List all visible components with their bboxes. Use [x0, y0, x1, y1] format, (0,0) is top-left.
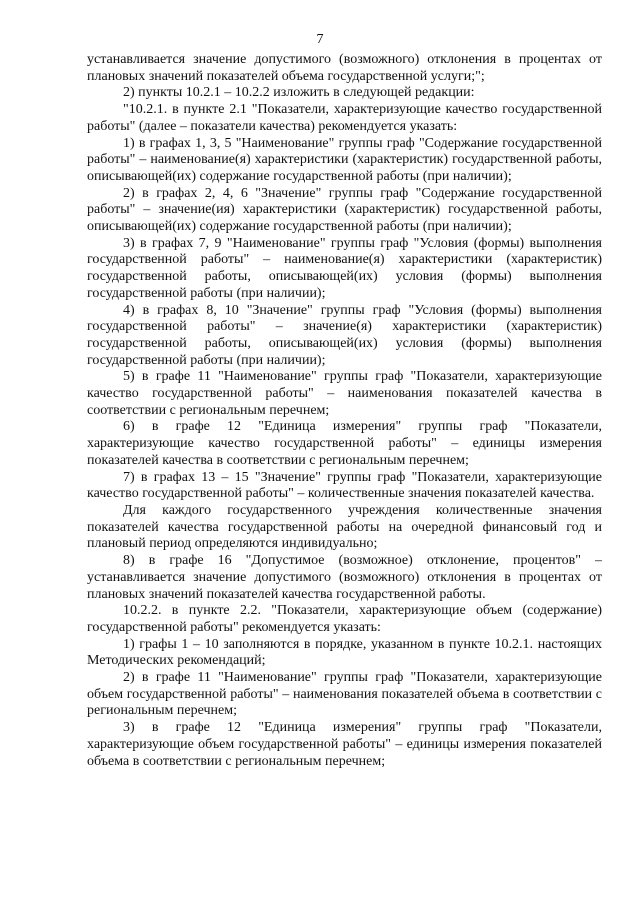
- paragraph: 10.2.2. в пункте 2.2. "Показатели, характеризующие объем (содержание) государственной работы" рекомендуется указать:: [87, 603, 602, 635]
- paragraph: 4) в графах 8, 10 "Значение" группы граф "Условия (формы) выполнения государственной работы" – значение(я) характеристики (характеристик) государственной работы, описывающей(их) условия (формы) выполнения государственной работы (при наличии);: [87, 302, 602, 368]
- page-number: 7: [316, 32, 324, 47]
- document-body: [87, 52, 602, 770]
- paragraph: Для каждого государственного учреждения количественные значения показателей качества государственной работы на очередной финансовый год и плановый период определяются индивидуально;: [87, 502, 602, 552]
- paragraph: 8) в графе 16 "Допустимое (возможное) отклонение, процентов" – устанавливается значение допустимого (возможного) отклонения в процентах от плановых значений показателей качества государственной работы.: [87, 553, 602, 602]
- paragraph: 2) в графе 11 "Наименование" группы граф "Показатели, характеризующие объем государственной работы" – наименования показателей объема в соответствии с региональным перечнем;: [87, 670, 602, 719]
- paragraph: 3) в графе 12 "Единица измерения" группы граф "Показатели, характеризующие объем государственной работы" – единицы измерения показателей объема в соответствии с региональным перечнем;: [87, 720, 602, 769]
- paragraph: 5) в графе 11 "Наименование" группы граф "Показатели, характеризующие качество государственной работы" – наименования показателей качества в соответствии с региональным перечнем;: [87, 369, 602, 418]
- paragraph: 7) в графах 13 – 15 "Значение" группы граф "Показатели, характеризующие качество государственной работы" – количественные значения показателей качества.: [87, 469, 602, 502]
- paragraph: 6) в графе 12 "Единица измерения" группы граф "Показатели, характеризующие качество государственной работы" – единицы измерения показателей качества в соответствии с региональным перечнем;: [87, 419, 602, 468]
- paragraph: "10.2.1. в пункте 2.1 "Показатели, характеризующие качество государственной работы" (далее – показатели качества) рекомендуется указать:: [87, 102, 602, 134]
- paragraph: устанавливается значение допустимого (возможного) отклонения в процентах от плановых значений показателей объема государственной услуги;";: [87, 52, 602, 84]
- paragraph: 2) в графах 2, 4, 6 "Значение" группы граф "Содержание государственной работы" – значение(ия) характеристики (характеристик) государственной работы, описывающей(их) содержание государственной работы (при наличии);: [87, 185, 602, 235]
- paragraph: 2) пункты 10.2.1 – 10.2.2 изложить в следующей редакции:: [123, 85, 475, 101]
- paragraph: 3) в графах 7, 9 "Наименование" группы граф "Условия (формы) выполнения государственной работы" – наименование(я) характеристики (характеристик) государственной работы, описывающей(их) условия (формы) выполнения государственной работы (при наличии);: [87, 235, 602, 301]
- paragraph: 1) в графах 1, 3, 5 "Наименование" группы граф "Содержание государственной работы" – наименование(я) характеристики (характеристик) государственной работы, описывающей(их) содержание государственной работы (при наличии);: [87, 135, 602, 184]
- paragraph: 1) графы 1 – 10 заполняются в порядке, указанном в пункте 10.2.1. настоящих Методических рекомендаций;: [87, 636, 602, 669]
